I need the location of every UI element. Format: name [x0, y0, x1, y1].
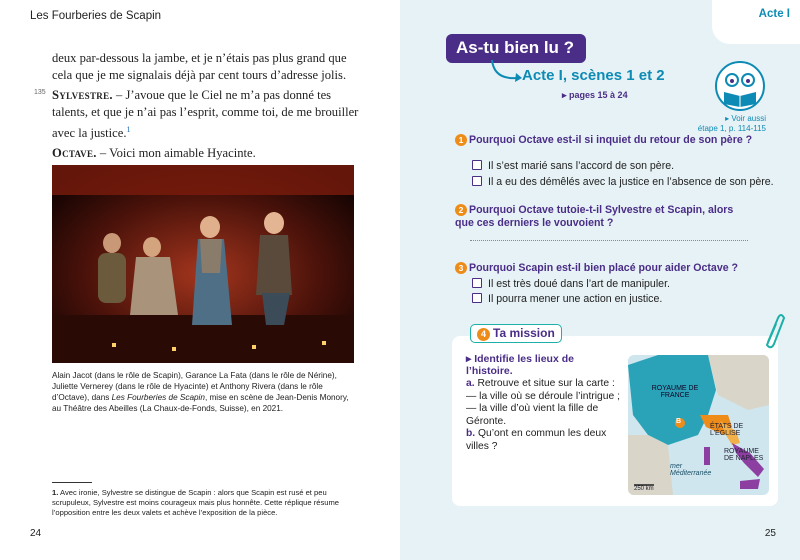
- option-label: Il est très doué dans l’art de manipuler.: [488, 278, 670, 290]
- triangle-icon: ▸: [725, 114, 732, 123]
- answer-option[interactable]: [472, 176, 774, 188]
- map-label-france: ROYAUME DE FRANCE: [651, 385, 699, 399]
- right-page: [400, 0, 800, 560]
- triangle-icon: ▸: [466, 353, 475, 365]
- play-text: [52, 50, 364, 165]
- line-text: – Voici mon aimable Hyacinte.: [99, 146, 256, 161]
- checkbox[interactable]: [472, 176, 482, 186]
- paperclip-icon: [762, 312, 786, 352]
- question-number: 3: [455, 262, 467, 274]
- see-also-ref: étape 1, p. 114-115: [697, 124, 766, 133]
- footnote-text: Avec ironie, Sylvestre se distingue de Scapin : alors que Scapin est rusé et peu scrupuleux, Sylvestre est moins courageux mais plus honnête. Cette réplique résume l’opposition entre les deux valets et achève l’exposition de la pièce.: [52, 488, 340, 517]
- option-label: Il pourra mener une action en justice.: [488, 293, 663, 305]
- see-also-label: Voir aussi: [731, 114, 766, 123]
- caption-text: Alain Jacot (dans le rôle de Scapin), Garance La Fata (dans le rôle de Nérine), Juliette Vernerey (dans le rôle de Hyacinte) et Anthony Rivera (dans le rôle d’Octave), dans: [52, 371, 337, 402]
- pages-ref-text: pages 15 à 24: [569, 90, 628, 100]
- map-marker-b: B: [676, 418, 682, 425]
- mission-title-text: Identifie les lieux de l’histoire.: [466, 353, 574, 377]
- section-title: As-tu bien lu ?: [446, 34, 586, 63]
- item-text: Qu’ont en commun les deux villes ?: [466, 428, 607, 452]
- item-label: b.: [466, 428, 476, 439]
- mission-label-text: Ta mission: [493, 326, 555, 340]
- footnote: [52, 488, 352, 518]
- reading-mascot-icon: [714, 60, 766, 112]
- running-head: Les Fourberies de Scapin: [30, 10, 162, 22]
- checkbox[interactable]: [472, 278, 482, 288]
- historical-map: [628, 355, 769, 495]
- speaker-name: Octave.: [52, 146, 97, 161]
- checkbox[interactable]: [472, 293, 482, 303]
- triangle-icon: ▸: [562, 90, 570, 100]
- mission-item-b: [466, 428, 626, 453]
- page-number-left: 24: [30, 528, 42, 539]
- question-number: 1: [455, 134, 467, 146]
- map-label-eglise: ÉTATS DE L’ÉGLISE: [710, 423, 744, 437]
- see-also[interactable]: [696, 114, 766, 134]
- option-label: Il a eu des démêlés avec la justice en l’absence de son père.: [488, 176, 774, 188]
- map-label-sea: mer Méditerranée: [670, 463, 712, 477]
- checkbox[interactable]: [472, 160, 482, 170]
- map-scale-label: 250 km: [634, 486, 654, 492]
- photo-caption: [52, 370, 352, 414]
- answer-option[interactable]: [472, 278, 670, 290]
- question-2: [455, 204, 755, 230]
- footnote-rule: [52, 482, 92, 483]
- mission-label: [470, 324, 562, 343]
- page-number-right: 25: [764, 528, 776, 539]
- item-label: a.: [466, 378, 475, 389]
- mission-instructions: [466, 378, 626, 453]
- question-1: [455, 134, 755, 147]
- act-tab-label: Acte I: [758, 8, 790, 20]
- pages-ref: [562, 90, 628, 101]
- line-text: – J’avoue que le Ciel ne m’a pas donné tes talents, et que je n’ai pas l’esprit, comme toi, de me brouiller avec la justice.: [52, 88, 359, 141]
- act-tab: [712, 0, 800, 44]
- question-text: Pourquoi Octave tutoie-t-il Sylvestre et Scapin, alors que ces derniers le vouvoient ?: [455, 204, 734, 229]
- mission-subitem: — la ville d’où vient la fille de Géronte.: [466, 403, 599, 427]
- answer-line[interactable]: [470, 240, 748, 241]
- line-number: 135: [34, 89, 46, 96]
- question-3: [455, 262, 755, 275]
- act-heading: Acte I, scènes 1 et 2: [522, 67, 665, 84]
- footnote-ref[interactable]: 1: [126, 125, 131, 134]
- item-text: Retrouve et situe sur la carte :: [477, 378, 615, 389]
- caption-text: , mise en scène de Jean-Denis Monory, au Théâtre des Abeilles (La Chaux-de-Fonds, Suisse), en 2021.: [52, 393, 349, 413]
- see-also-line: [696, 114, 766, 124]
- mission-number: 4: [477, 328, 490, 341]
- question-text: Pourquoi Octave est-il si inquiet du retour de son père ?: [469, 134, 753, 146]
- text-paragraph: deux par-dessous la jambe, et je n’étais pas plus grand que cela que je me signalais déjà par cent tours d’adresse jolis.: [52, 51, 347, 82]
- mission-title: [466, 353, 586, 377]
- option-label: Il s’est marié sans l’accord de son père.: [488, 160, 675, 172]
- octave-line: [52, 145, 364, 162]
- stage-photo: [52, 165, 354, 363]
- stage-photo-graphic: [52, 165, 354, 363]
- question-text: Pourquoi Scapin est-il bien placé pour aider Octave ?: [469, 262, 739, 274]
- map-label-naples: ROYAUME DE NAPLES: [724, 448, 764, 462]
- question-number: 2: [455, 204, 467, 216]
- answer-option[interactable]: [472, 293, 662, 305]
- speaker-name: Sylvestre.: [52, 88, 113, 102]
- caption-play-title: Les Fourberies de Scapin: [111, 393, 205, 402]
- answer-option[interactable]: [472, 160, 674, 172]
- mission-item-a: [466, 378, 626, 391]
- sylvestre-line: [52, 87, 364, 142]
- mission-subitem: — la ville où se déroule l’intrigue ;: [466, 390, 620, 402]
- footnote-number: 1.: [52, 488, 59, 497]
